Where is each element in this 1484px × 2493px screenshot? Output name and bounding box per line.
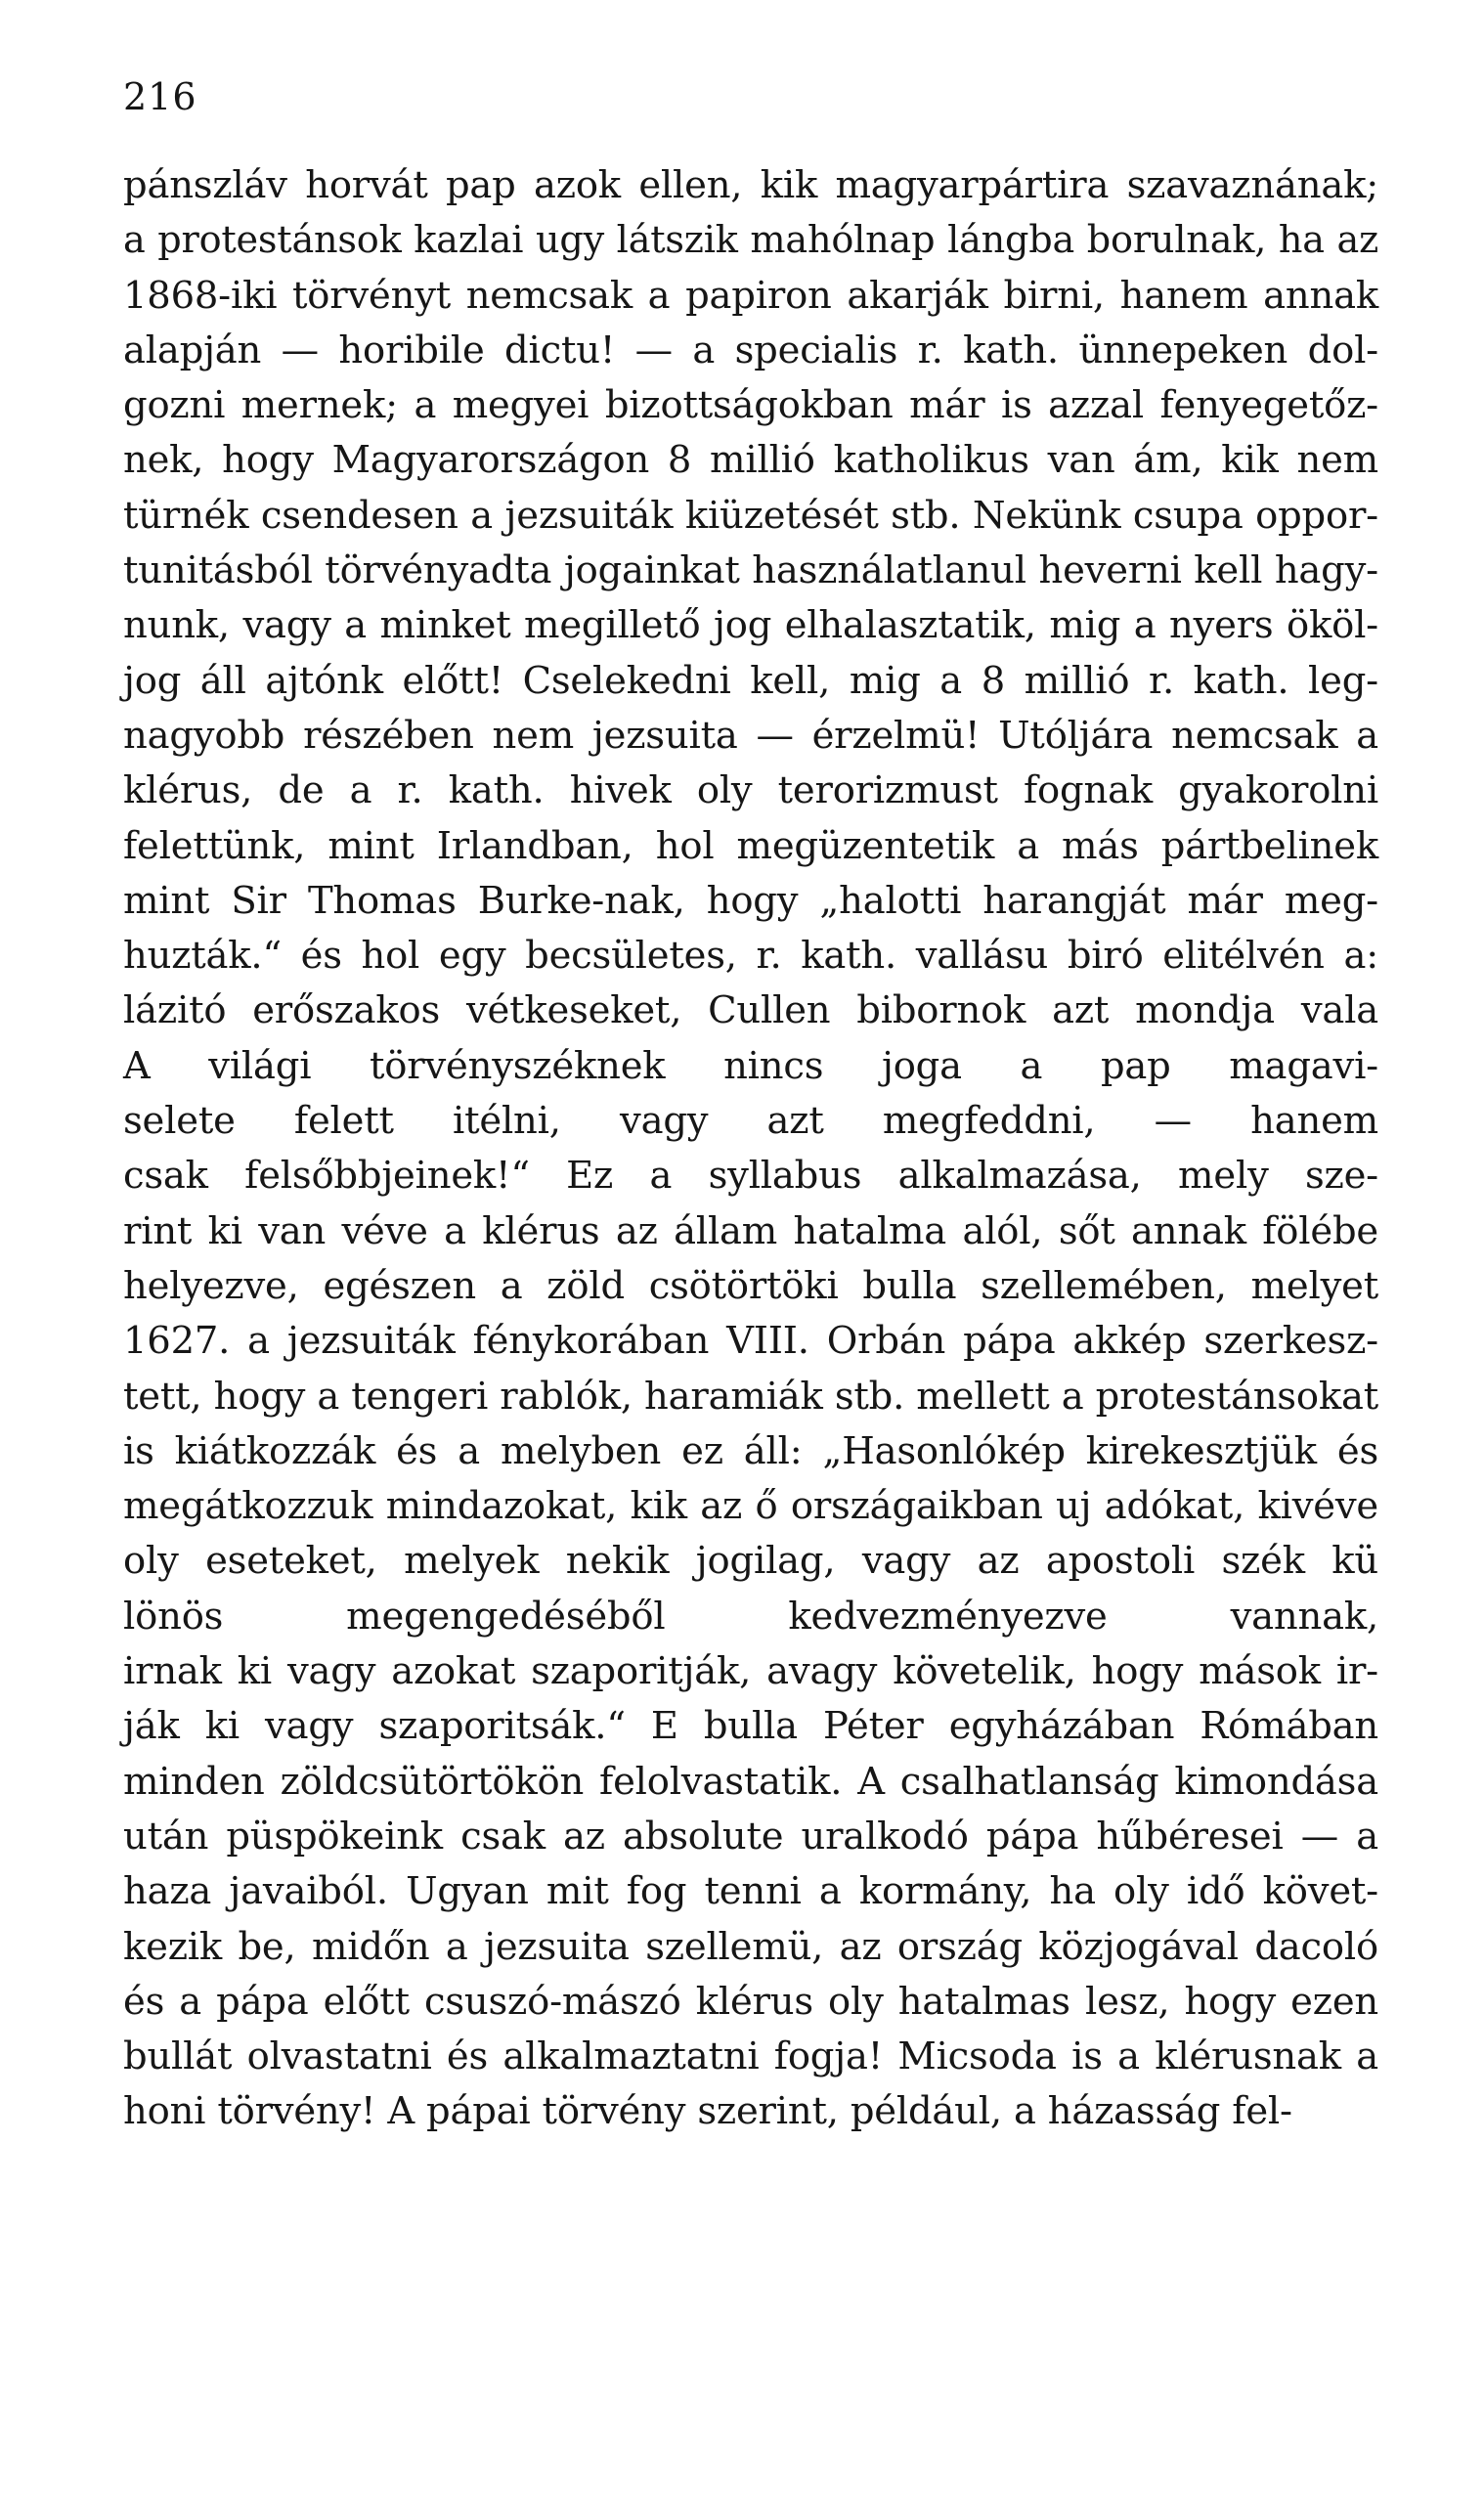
text-line: klérus, de a r. kath. hivek oly terorizmust fognak gyakorolni (123, 768, 1378, 813)
text-line: 1868-iki törvényt nemcsak a papiron akarják birni, hanem annak (123, 273, 1378, 318)
text-line: jog áll ajtónk előtt! Cselekedni kell, mig a 8 millió r. kath. leg- (123, 658, 1378, 703)
text-line: türnék csendesen a jezsuiták kiüzetését stb. Nekünk csupa oppor- (123, 493, 1378, 538)
text-line: alapján — horibile dictu! — a specialis r. kath. ünnepeken dol- (123, 328, 1378, 372)
text-line: és a pápa előtt csuszó-mászó klérus oly hatalmas lesz, hogy ezen (123, 1979, 1378, 2024)
text-line: kezik be, midőn a jezsuita szellemü, az ország közjogával dacoló (123, 1924, 1378, 1969)
page-number: 216 (123, 75, 197, 118)
text-line: mint Sir Thomas Burke-nak, hogy „halotti harangját már meg- (123, 878, 1378, 923)
text-line: nagyobb részében nem jezsuita — érzelmü! Utóljára nemcsak a (123, 713, 1378, 758)
text-line: haza javaiból. Ugyan mit fog tenni a kormány, ha oly idő követ- (123, 1869, 1378, 1914)
text-line: huzták.“ és hol egy becsületes, r. kath. vallásu biró elitélvén a: (123, 934, 1378, 979)
text-line: tett, hogy a tengeri rablók, haramiák stb. mellett a protestánsokat (123, 1374, 1378, 1419)
body-text (123, 158, 1378, 2140)
text-line: minden zöldcsütörtökön felolvastatik. A csalhatlanság kimondása (123, 1759, 1378, 1804)
text-line: nunk, vagy a minket megillető jog elhalasztatik, mig a nyers ököl- (123, 603, 1378, 648)
text-line: A világi törvényszéknek nincs joga a pap magavi- (123, 1043, 1378, 1088)
text-line: bullát olvastatni és alkalmaztatni fogja! Micsoda is a klérusnak a (123, 2034, 1378, 2079)
text-line: selete felett itélni, vagy azt megfeddni, — hanem (123, 1099, 1378, 1144)
text-line: csak felsőbbjeinek!“ Ez a syllabus alkalmazása, mely sze- (123, 1154, 1378, 1199)
text-line: pánszláv horvát pap azok ellen, kik magyarpártira szavaznának; (123, 163, 1378, 207)
text-line: rint ki van véve a klérus az állam hatalma alól, sőt annak fölébe (123, 1208, 1378, 1253)
text-line: lázitó erőszakos vétkeseket, Cullen bibornok azt mondja vala (123, 988, 1378, 1033)
text-line: nek, hogy Magyarországon 8 millió katholikus van ám, kik nem (123, 438, 1378, 483)
text-line: honi törvény! A pápai törvény szerint, például, a házasság fel- (123, 2089, 1292, 2134)
text-line: felettünk, mint Irlandban, hol megüzentetik a más pártbelinek (123, 823, 1378, 868)
text-line: 1627. a jezsuiták fénykorában VIII. Orbán pápa akkép szerkesz- (123, 1319, 1378, 1364)
text-line: is kiátkozzák és a melyben ez áll: „Hasonlókép kirekesztjük és (123, 1428, 1378, 1473)
text-line: után püspökeink csak az absolute uralkodó pápa hűbéresei — a (123, 1814, 1378, 1859)
text-line: oly eseteket, melyek nekik jogilag, vagy az apostoli szék kü (123, 1539, 1378, 1584)
text-line: gozni mernek; a megyei bizottságokban már is azzal fenyegetőz- (123, 383, 1378, 428)
text-line: irnak ki vagy azokat szaporitják, avagy követelik, hogy mások ir- (123, 1649, 1378, 1694)
text-line: lönös megengedéséből kedvezményezve vannak, (123, 1594, 1378, 1639)
text-line: megátkozzuk mindazokat, kik az ő országaikban uj adókat, kivéve (123, 1484, 1378, 1529)
text-line: tunitásból törvényadta jogainkat használatlanul heverni kell hagy- (123, 548, 1378, 593)
text-line: a protestánsok kazlai ugy látszik mahólnap lángba borulnak, ha az (123, 219, 1378, 263)
text-line: helyezve, egészen a zöld csötörtöki bulla szellemében, melyet (123, 1263, 1378, 1308)
text-line: ják ki vagy szaporitsák.“ E bulla Péter egyházában Rómában (123, 1704, 1378, 1749)
